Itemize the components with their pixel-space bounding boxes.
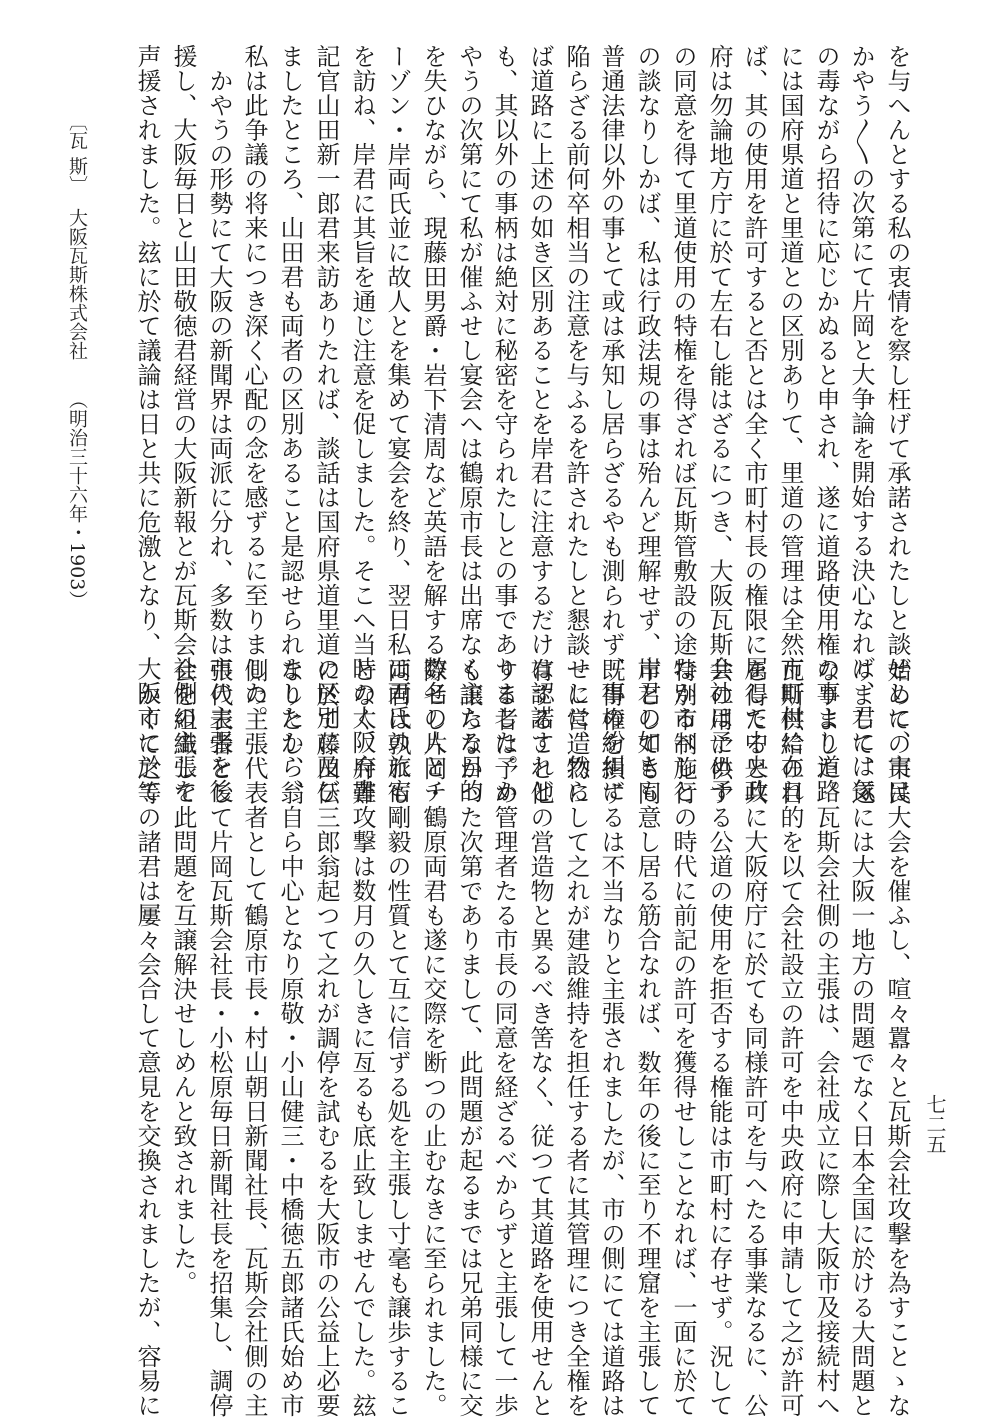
upper-text-column: 普通法律以外の事とて或は承知し居らざるやも測られず、事の紛糾に — [597, 44, 625, 804]
upper-text-column: 援し、大阪毎日と山田敬徳君経営の大阪新報とが瓦斯会社側の主張を — [169, 44, 197, 804]
upper-text-column: ば、其の使用を許可すると否とは全く市町村長の権限に属して中央政 — [740, 44, 768, 804]
lower-text-column: なりとし、翁自ら中心となり原敬・小山健三・中橋徳五郎諸氏始め市 — [276, 658, 304, 1418]
lower-text-column: 瓦斯供給の目的を以て会社設立の許可を中央政府に申請して之が許可 — [776, 658, 804, 1418]
upper-text-column: も、其以外の事柄は絶対に秘密を守られたしとの事でありました。か — [490, 44, 518, 804]
upper-text-column: 記官山田新一郎君来訪ありたれば、談話は国府県道里道の区別に及び — [312, 44, 340, 804]
upper-text-column: かやうの形勢にて大阪の新聞界は両派に分れ、多数は市の主張を後 — [205, 44, 233, 804]
lower-text-column: 市としても同意し居る筋合なれば、数年の後に至り不理窟を主張して — [633, 658, 661, 1418]
upper-text-column: を訪ね、岸君に其旨を通じ注意を促しました。そこへ当時の大阪府書 — [348, 44, 376, 804]
lower-text-column: 特別市制施行の時代に前記の許可を獲得せしことなれば、一面に於て — [669, 658, 697, 1418]
upper-text-column: 声援されました。玆に於て議論は日と共に危激となり、大阪市に於て — [133, 44, 161, 804]
source-date: （明治三十六年・1903） — [66, 390, 88, 610]
lower-text-column: 既得権を損ずるは不当なりと主張されましたが、市の側にては道路は — [597, 658, 625, 1418]
section-category: 〔瓦 斯〕 — [66, 112, 88, 195]
upper-text-column: 陥らざる前何卒相当の注意を与ふるを許されたしと懇談せしに、然ら — [562, 44, 590, 804]
upper-text-column: 府は勿論地方庁に於て左右し能はざるにつき、大阪瓦斯会社は予め予 — [705, 44, 733, 804]
upper-text-column: ましたところ、山田君も両者の区別あること是認せられましたから、 — [276, 44, 304, 804]
upper-text-column: の毒ながら招待に応じかぬると申され、遂に道路使用権の事より道路 — [812, 44, 840, 804]
lower-text-column: に於て藤田伝三郎翁起つて之れが調停を試むるを大阪市の公益上必要 — [312, 658, 340, 1418]
lower-text-column: 際せし片岡・鶴原両君も遂に交際を断つの止むなきに至られました。 — [419, 658, 447, 1418]
upper-text-column: 私は此争議の将来につき深く心配の念を感ずるに至りました。 — [240, 44, 268, 730]
lower-text-column: 会を組織して此問題を互譲解決せしめんと致されました。 — [169, 658, 197, 1295]
upper-text-column: の談なりしかば、私は行政法規の事は殆んど理解せず、岸君の如きも — [633, 44, 661, 804]
source-title: 大阪瓦斯株式会社 — [66, 208, 88, 360]
lower-text-column: 共の用に供する公道の使用を拒否する権能は市町村に存せず。況して — [705, 658, 733, 1418]
upper-text-column: ば道路に上述の如き区別あることを岸君に注意するだけは認諾すれど — [526, 44, 554, 804]
upper-text-column: を失ひながら、現藤田男爵・岩下清周など英語を解する数名の人とチ — [419, 44, 447, 804]
lower-text-column: 一に営造物にして之れが建設維持を担任する者に其管理につき全権を — [562, 658, 590, 1418]
lower-text-column: なりました。瓦斯会社側の主張は、会社成立に際し大阪市及接続村へ — [812, 658, 840, 1418]
lower-text-column: を得たると共に大阪府庁に於ても同様許可を与へたる事業なるに、公 — [740, 658, 768, 1418]
lower-text-column: となく、弁難攻撃は数月の久しきに亙るも底止致しませんでした。玆 — [348, 658, 376, 1418]
lower-text-column: 両君は孰れも剛毅の性質とて互に信ずる処を主張し寸毫も譲歩するこ — [383, 658, 411, 1418]
lower-text-column: 有すること他の営造物と異るべき筈なく、従つて其道路を使用せんと — [526, 658, 554, 1418]
upper-text-column: の同意を得て里道使用の特権を得ざれば瓦斯管敷設の途なかるべしと — [669, 44, 697, 804]
upper-text-column: ーゾン・岸両氏並に故人とを集めて宴会を終り、翌日私は両氏の旅宿 — [383, 44, 411, 804]
lower-text-column: 始めての市民大会を催ふし、喧々囂々と瓦斯会社攻撃を為すことゝな — [883, 658, 911, 1418]
upper-text-column: を与へんとする私の衷情を察し枉げて承諾されたしと談ぜしに、実は — [883, 44, 911, 804]
page-number: 七二五 — [923, 1094, 947, 1154]
lower-text-column: する者は予め管理者たる市長の同意を経ざるべからずと主張して一歩 — [490, 658, 518, 1418]
upper-text-column: かやう〳〵の次第にて片岡と大争論を開始する決心なれば、君には気 — [847, 44, 875, 803]
lower-text-column: りまして、遂には大阪一地方の問題でなく日本全国に於ける大問題と — [847, 658, 875, 1418]
upper-text-column: やうの次第にて私が催ふせし宴会へは鶴原市長は出席なく主たる目的 — [455, 44, 483, 804]
lower-text-column: も譲らなかつた次第でありまして、此問題が起るまでは兄弟同様に交 — [455, 658, 483, 1418]
upper-text-column: には国府県道と里道との区別ありて、里道の管理は全然市町村に在れ — [776, 44, 804, 804]
lower-text-column: 張代表者として片岡瓦斯会社長・小松原毎日新聞社長を招集し、調停 — [205, 658, 233, 1418]
lower-text-column: 側の主張代表者として鶴原市長・村山朝日新聞社長、瓦斯会社側の主 — [240, 658, 268, 1418]
lower-text-column: かくて之等の諸君は屢々会合して意見を交換されましたが、容易に — [133, 658, 161, 1418]
